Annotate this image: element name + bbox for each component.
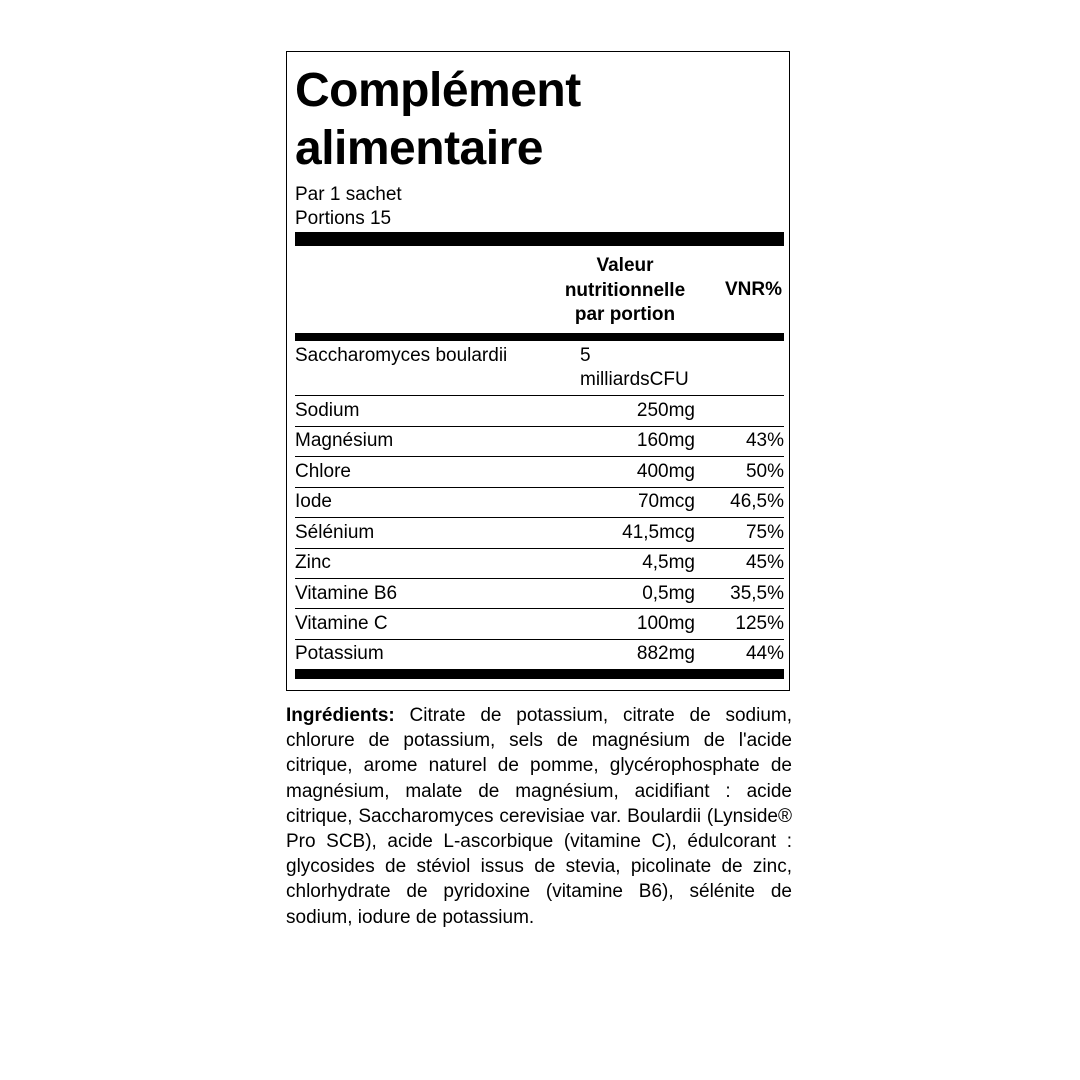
thick-divider-bottom <box>295 669 784 679</box>
nutrient-name: Sélénium <box>295 522 375 543</box>
table-row <box>287 608 791 638</box>
nutrient-value: 882mg <box>636 643 695 664</box>
nutrient-vnr: 125% <box>735 613 784 634</box>
nutrient-value: 400mg <box>636 461 695 482</box>
value-header-line-2: nutritionnelle <box>564 279 686 301</box>
nutrient-value-line-2: milliardsCFU <box>580 369 689 390</box>
title-line-2: alimentaire <box>295 122 543 175</box>
portions-count: Portions 15 <box>295 208 392 229</box>
table-row <box>287 639 791 669</box>
serving-size: Par 1 sachet <box>295 184 402 205</box>
ingredients-text: Citrate de potassium, citrate de sodium, chlorure de potassium, sels de magnésium de l'acide citrique, arome naturel de pomme, glycérophosphate de magnésium, malate de magnésium, acidifiant : acide citrique, Saccharomyces cerevisiae var. Boulardii (Lynside® Pro SCB), acide L-ascorbique (vitamine C), édulcorant : glycosides de stéviol issus de stevia, picolinate de zinc, chlorhydrate de pyridoxine (vitamine B6), sélénite de sodium, iodure de potassium. <box>286 705 792 928</box>
nutrient-value: 160mg <box>636 430 695 451</box>
value-column-header <box>557 254 693 328</box>
nutrient-value: 0,5mg <box>642 583 695 604</box>
nutrient-vnr: 44% <box>745 643 784 664</box>
nutrient-name: Saccharomyces boulardii <box>295 345 508 366</box>
nutrient-vnr: 50% <box>745 461 784 482</box>
value-header-line-1: Valeur <box>596 255 654 276</box>
nutrient-value <box>580 344 689 392</box>
table-row <box>287 578 791 608</box>
title-line-1: Complément <box>295 64 581 117</box>
table-row <box>287 548 791 578</box>
thick-divider-top <box>295 232 784 246</box>
vnr-column-header: VNR% <box>724 279 782 300</box>
nutrient-name: Vitamine B6 <box>295 583 398 604</box>
table-row <box>287 487 791 517</box>
nutrient-vnr: 75% <box>745 522 784 543</box>
table-row <box>287 396 791 426</box>
nutrient-name: Magnésium <box>295 430 394 451</box>
nutrient-name: Sodium <box>295 400 360 421</box>
table-row <box>287 456 791 486</box>
table-row <box>287 426 791 456</box>
nutrient-name: Chlore <box>295 461 351 482</box>
nutrient-vnr: 35,5% <box>730 583 784 604</box>
nutrition-label <box>286 51 790 691</box>
nutrient-name: Vitamine C <box>295 613 388 634</box>
ingredients-label: Ingrédients: <box>286 705 395 726</box>
nutrient-value: 41,5mcg <box>622 522 695 543</box>
product-title <box>295 62 581 178</box>
thick-divider-header <box>295 333 784 341</box>
nutrient-value: 250mg <box>636 400 695 421</box>
nutrient-name: Zinc <box>295 552 331 573</box>
nutrient-name: Iode <box>295 491 332 512</box>
ingredients-paragraph <box>286 703 792 930</box>
nutrient-vnr: 43% <box>745 430 784 451</box>
nutrient-name: Potassium <box>295 643 384 664</box>
nutrient-vnr: 45% <box>745 552 784 573</box>
nutrient-value-line-1: 5 <box>580 345 591 366</box>
table-row <box>287 517 791 547</box>
nutrient-value: 70mcg <box>637 491 695 512</box>
value-header-line-3: par portion <box>574 304 676 325</box>
nutrient-value: 4,5mg <box>642 552 695 573</box>
nutrient-value: 100mg <box>636 613 695 634</box>
nutrient-vnr: 46,5% <box>730 491 784 512</box>
